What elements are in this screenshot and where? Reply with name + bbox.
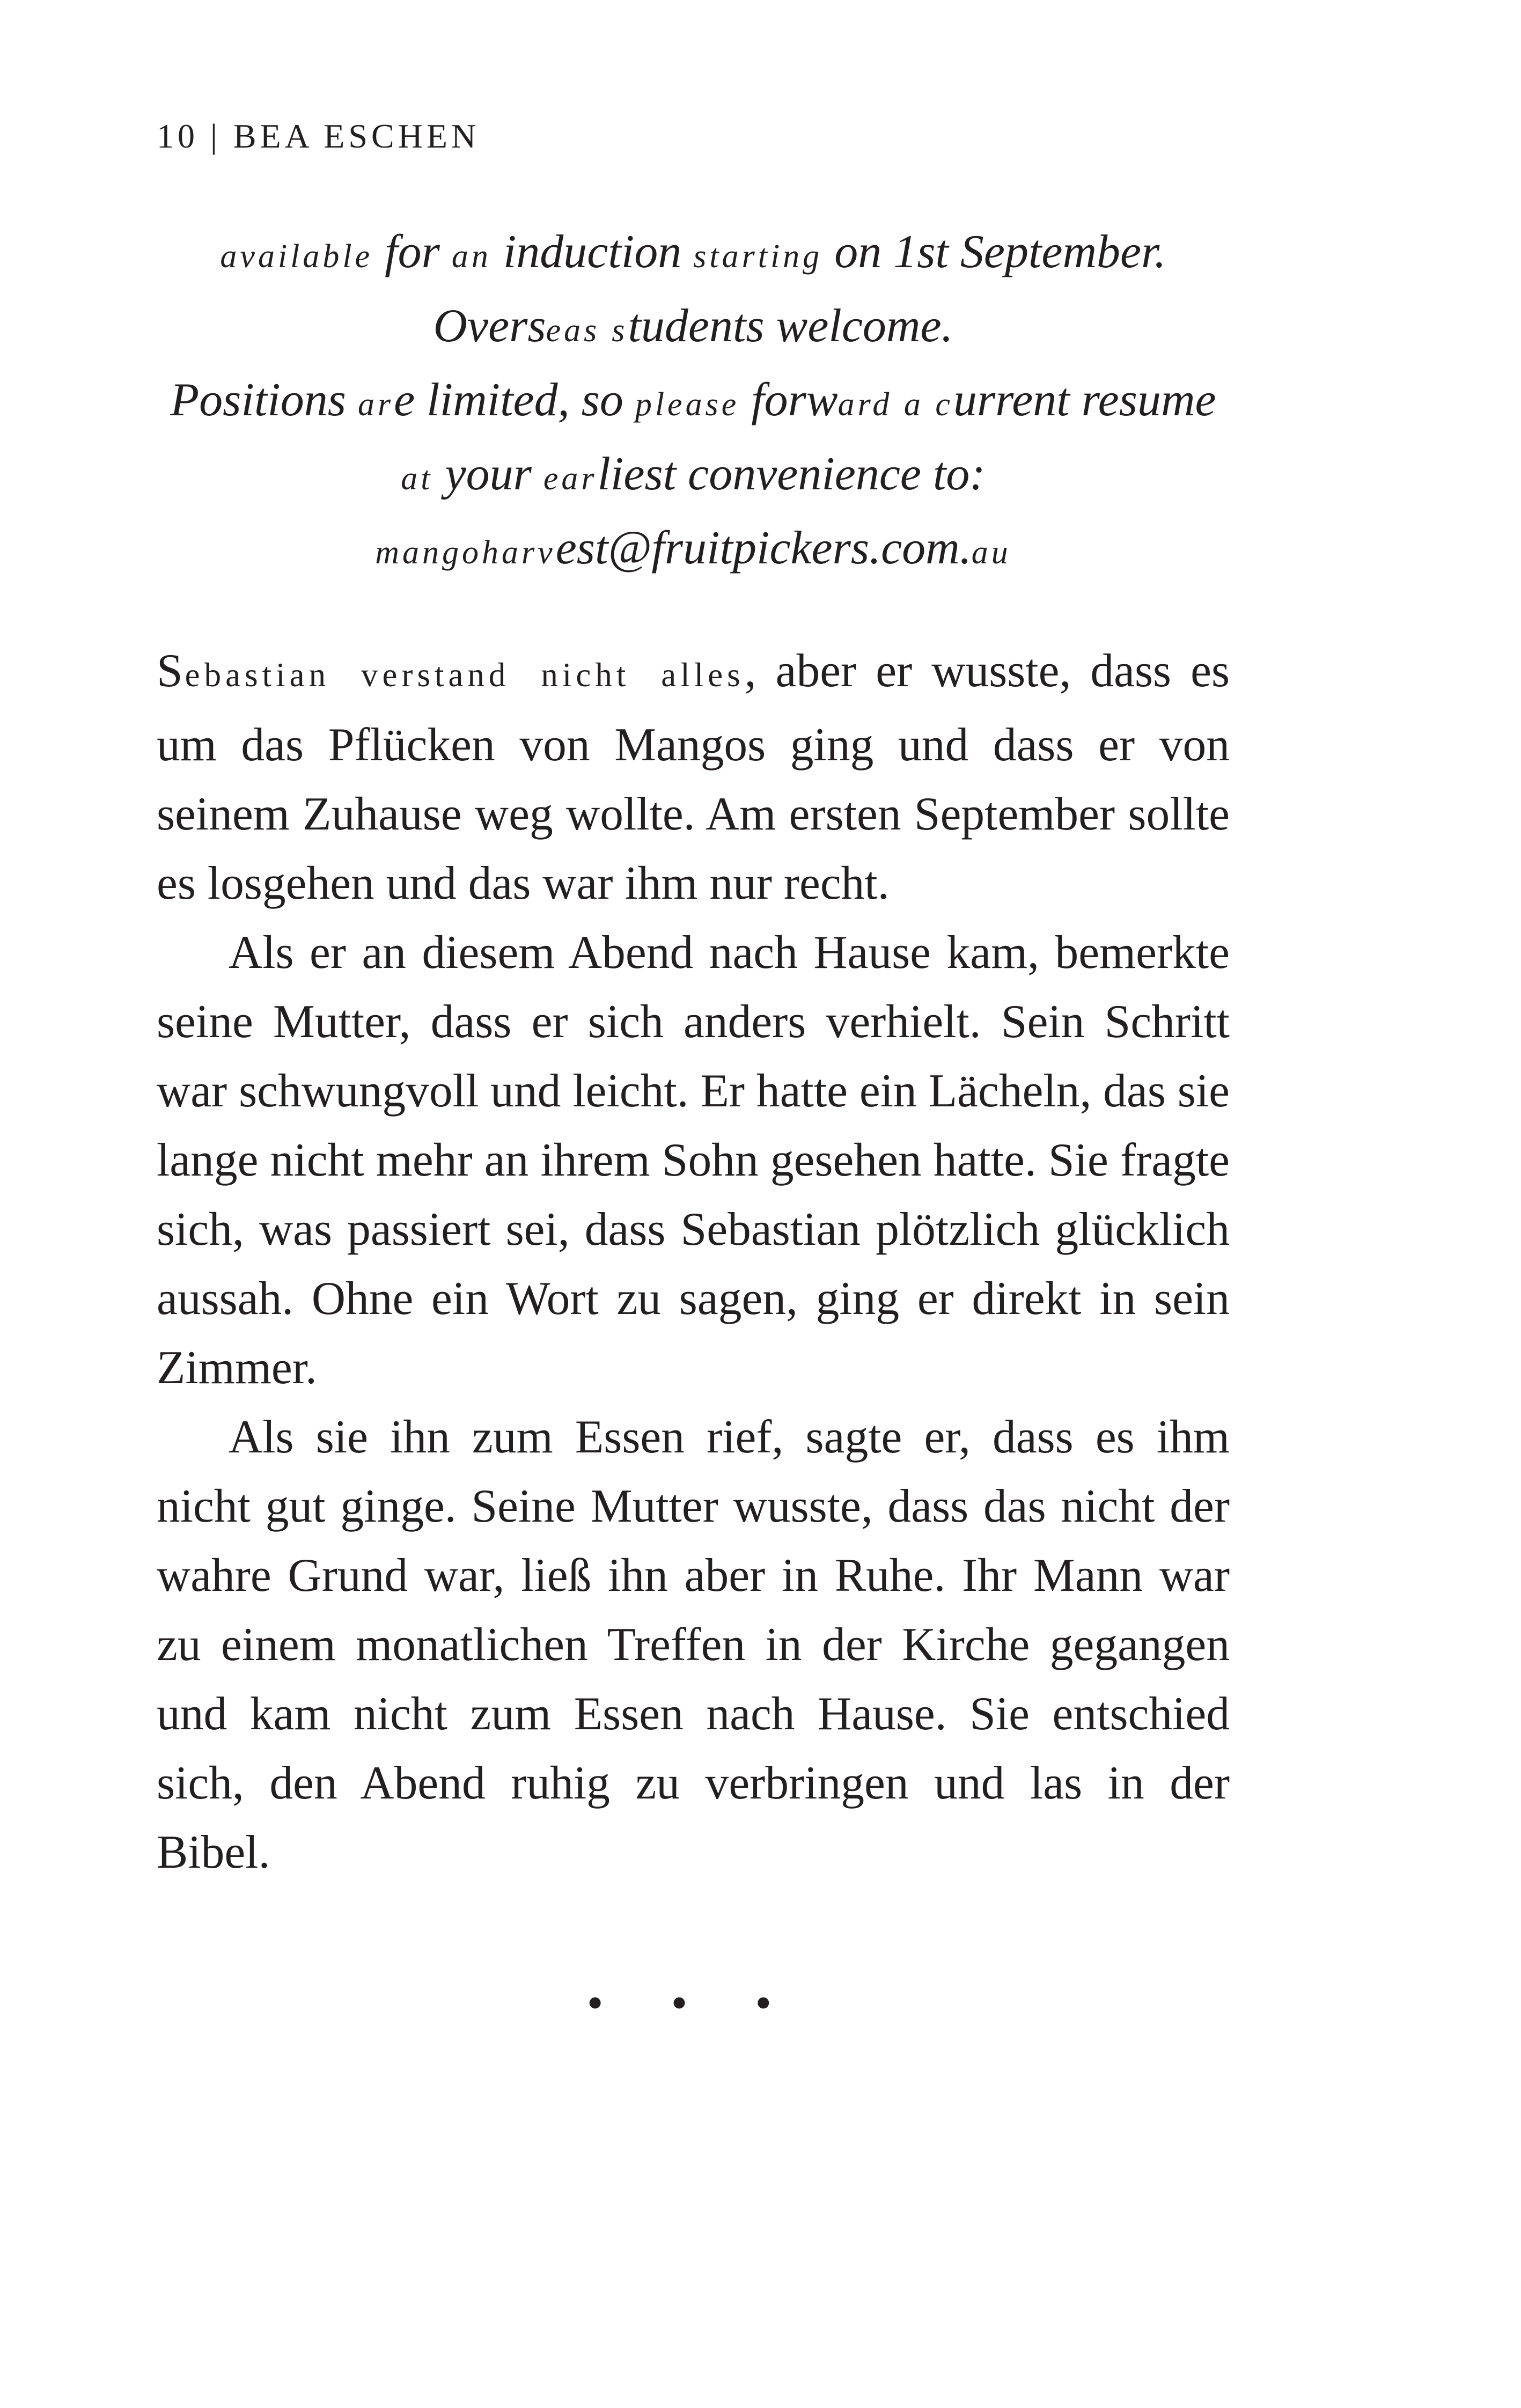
advertisement-smallcaps-segment: an <box>451 238 491 275</box>
running-head <box>157 119 480 153</box>
advertisement-smallcaps-segment: starting <box>693 238 823 275</box>
paragraph-1-text: , aber er wusste, dass es um das Pflücken von Mangos ging und dass er von seinem Zuhause weg wollte. Am ersten September sollte es losgehen und das war ihm nur recht. <box>157 644 1230 909</box>
paragraph-1 <box>157 636 1230 917</box>
advertisement-text-segment: on 1st September. <box>822 226 1166 278</box>
paragraph-3: Als sie ihn zum Essen rief, sagte er, dass es ihm nicht gut ginge. Seine Mutter wusste, dass das nicht der wahre Grund war, ließ ihn aber in Ruhe. Ihr Mann war zu einem monatlichen Treffen in der Kirche gegangen und kam nicht zum Essen nach Hause. Sie entschied sich, den Abend ruhig zu verbringen und las in der Bibel. <box>157 1411 1230 1878</box>
advertisement-smallcaps-segment: mangoharv <box>375 534 556 571</box>
advertisement-line <box>157 217 1230 291</box>
advertisement-text-segment <box>600 300 612 352</box>
body-text <box>157 636 1230 1886</box>
advertisement-text-segment: e limited, so <box>394 374 635 426</box>
lead-in-smallcaps: ebastian verstand nicht alles <box>185 656 745 694</box>
advertisement-smallcaps-segment: ar <box>357 386 394 423</box>
header-separator: | <box>210 117 217 155</box>
advertisement-smallcaps-segment: ard a c <box>837 386 953 423</box>
advertisement-text-segment: urrent resume <box>953 374 1216 426</box>
advertisement-line <box>157 365 1230 439</box>
advertisement-text-segment: est@fruitpickers.com. <box>555 522 972 574</box>
advertisement-smallcaps-segment: please <box>635 386 740 423</box>
advertisement-text-segment: for <box>373 226 452 278</box>
page-number: 10 <box>157 117 199 155</box>
advertisement-smallcaps-segment: s <box>612 312 628 349</box>
advertisement-line <box>157 513 1230 588</box>
advertisement-smallcaps-segment: au <box>971 534 1011 571</box>
advertisement-text-segment: liest convenience to: <box>597 448 986 500</box>
section-break-dots: • • • <box>586 1977 800 2029</box>
advertisement-text-segment: tudents welcome. <box>628 300 953 352</box>
advertisement-smallcaps-segment: at <box>401 460 433 497</box>
advertisement-smallcaps-segment: eas <box>546 312 600 349</box>
advertisement-line <box>157 291 1230 365</box>
author-name: BEA ESCHEN <box>233 117 480 155</box>
advertisement-smallcaps-segment: ear <box>543 460 598 497</box>
advertisement-text-segment: your <box>433 448 543 500</box>
job-advertisement-quote <box>157 217 1230 588</box>
lead-in-capital: S <box>157 644 185 696</box>
advertisement-text-segment: induction <box>491 226 694 278</box>
paragraph-2: Als er an diesem Abend nach Hause kam, bemerkte seine Mutter, dass er sich anders verhielt. Sein Schritt war schwungvoll und leicht. Er hatte ein Lächeln, das sie lange nicht mehr an ihrem Sohn gesehen hatte. Sie fragte sich, was passiert sei, dass Sebastian plötzlich glücklich aussah. Ohne ein Wort zu sagen, ging er direkt in sein Zimmer. <box>157 926 1230 1393</box>
advertisement-text-segment: Positions <box>170 374 358 426</box>
advertisement-text-segment: Overs <box>433 300 546 352</box>
advertisement-smallcaps-segment: available <box>220 238 373 275</box>
advertisement-line <box>157 439 1230 513</box>
advertisement-text-segment: forw <box>739 374 838 426</box>
